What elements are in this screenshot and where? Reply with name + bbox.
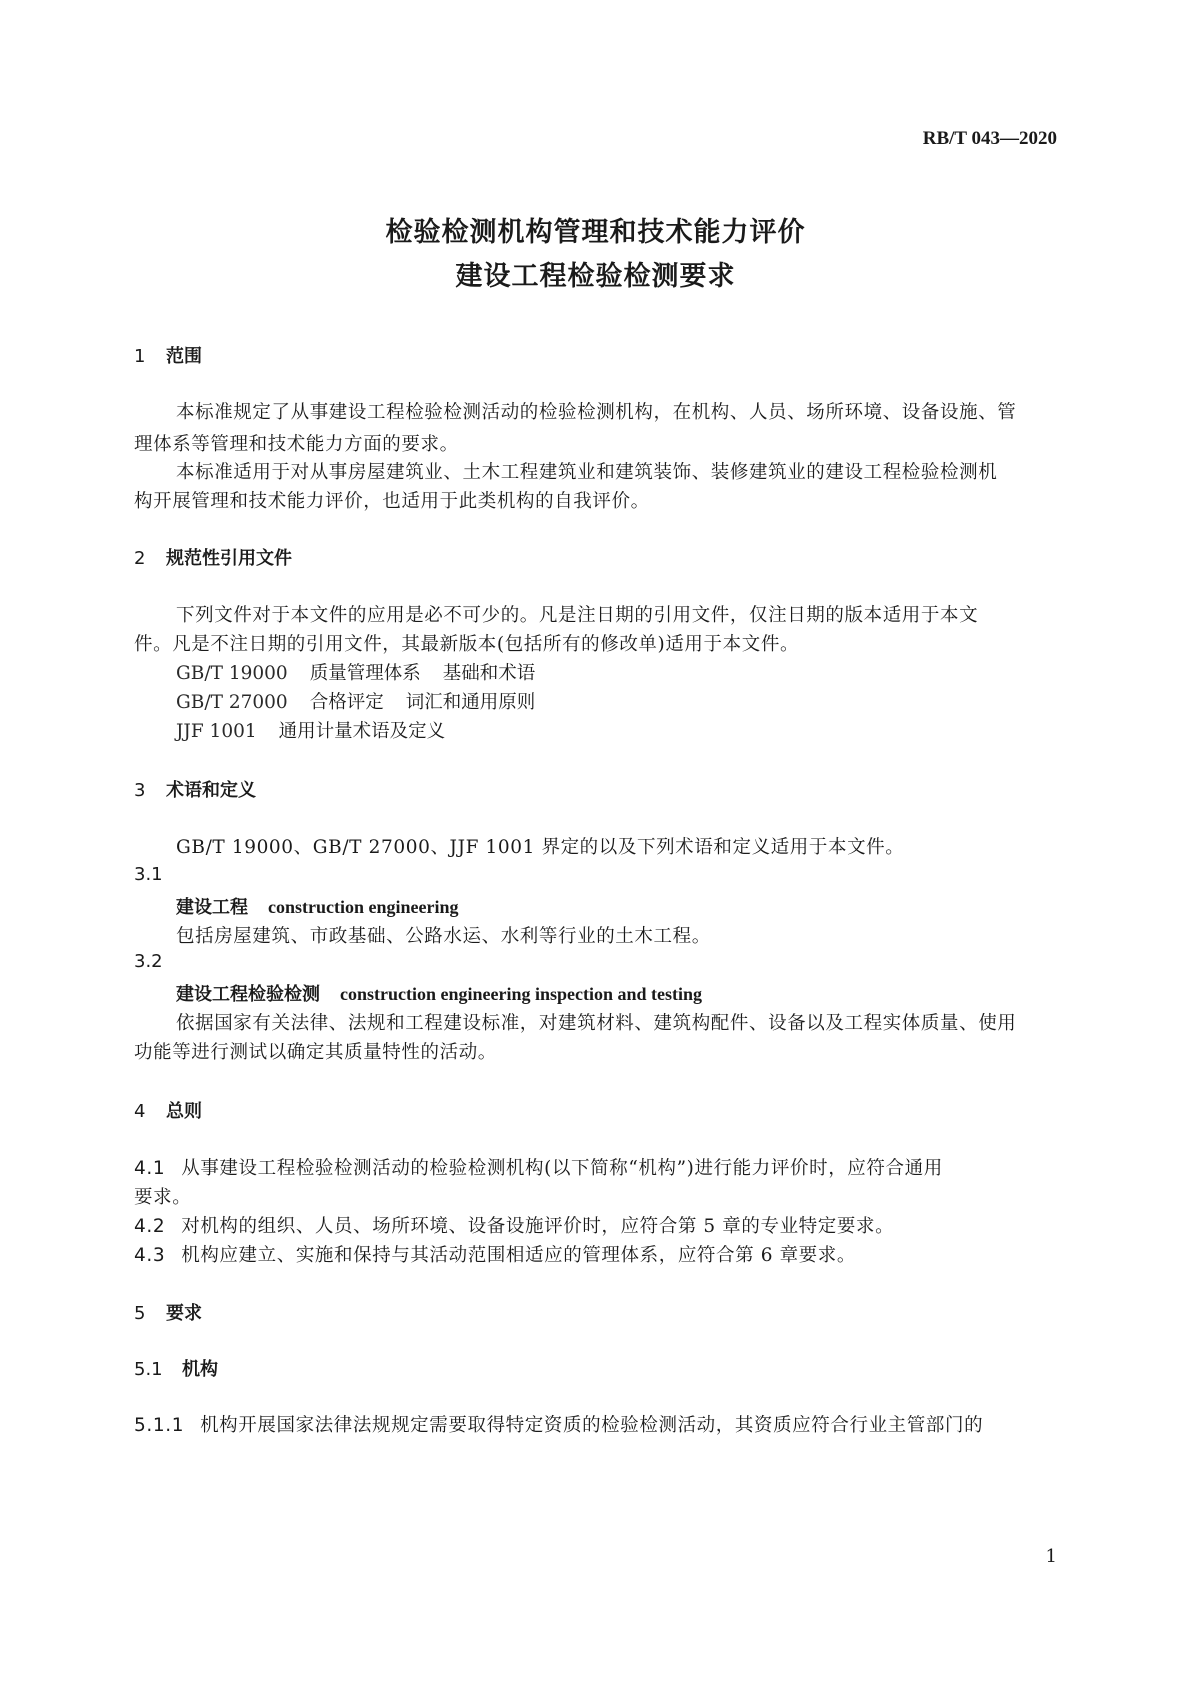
- section-heading-scope: [134, 342, 202, 368]
- scope-paragraph-1-line-2: 理体系等管理和技术能力方面的要求。: [134, 434, 459, 455]
- scope-paragraph-2-line-1: 本标准适用于对从事房屋建筑业、土木工程建筑业和建筑装饰、装修建筑业的建设工程检验检测机: [176, 462, 998, 483]
- clause-text: 从事建设工程检验检测活动的检验检测机构(以下简称“机构”)进行能力评价时，应符合通用: [181, 1158, 943, 1179]
- clause-4-3: [134, 1241, 856, 1267]
- section-title: 机构: [182, 1359, 218, 1380]
- clause-5-1-1: [134, 1411, 983, 1437]
- reference-item: [176, 688, 535, 714]
- reference-title: 合格评定: [309, 692, 384, 713]
- section-heading-general: [134, 1097, 202, 1123]
- clause-number: 5.1.1: [134, 1415, 185, 1436]
- term-heading: [176, 980, 702, 1006]
- clause-text: 对机构的组织、人员、场所环境、设备设施评价时，应符合第 5 章的专业特定要求。: [181, 1216, 895, 1237]
- section-title: 范围: [166, 346, 202, 367]
- reference-code: GB/T 27000: [176, 692, 288, 713]
- clause-number: 4.3: [134, 1245, 166, 1266]
- term-definition: 包括房屋建筑、市政基础、公路水运、水利等行业的土木工程。: [176, 926, 711, 947]
- reference-code: GB/T 19000: [176, 663, 288, 684]
- reference-title: 质量管理体系: [309, 663, 421, 684]
- term-english: construction engineering: [268, 897, 459, 917]
- reference-subtitle: 词汇和通用原则: [405, 692, 536, 713]
- section-number: 2: [134, 548, 146, 569]
- term-chinese: 建设工程: [176, 897, 248, 918]
- term-english: construction engineering inspection and testing: [340, 984, 703, 1004]
- section-number: 4: [134, 1101, 146, 1122]
- section-number: 5: [134, 1303, 146, 1324]
- clause-4-1-line-2: 要求。: [134, 1187, 192, 1208]
- section-heading-requirements: [134, 1299, 202, 1325]
- section-number: 5.1: [134, 1359, 163, 1380]
- terms-intro: GB/T 19000、GB/T 27000、JJF 1001 界定的以及下列术语和定义适用于本文件。: [176, 837, 905, 858]
- term-chinese: 建设工程检验检测: [176, 984, 320, 1005]
- clause-number: 4.2: [134, 1216, 166, 1237]
- section-title: 规范性引用文件: [166, 548, 292, 569]
- section-heading-terms: [134, 776, 256, 802]
- scope-paragraph-1-line-1: 本标准规定了从事建设工程检验检测活动的检验检测机构，在机构、人员、场所环境、设备设施、管: [176, 402, 1017, 423]
- section-number: 3: [134, 780, 146, 801]
- clause-text: 机构开展国家法律法规规定需要取得特定资质的检验检测活动，其资质应符合行业主管部门的: [200, 1415, 984, 1436]
- term-definition-line-2: 功能等进行测试以确定其质量特性的活动。: [134, 1042, 497, 1063]
- term-heading: [176, 893, 459, 919]
- section-title: 要求: [166, 1303, 202, 1324]
- normative-paragraph-line-1: 下列文件对于本文件的应用是必不可少的。凡是注日期的引用文件，仅注日期的版本适用于本文: [176, 605, 979, 626]
- subsection-heading-organization: [134, 1355, 218, 1381]
- clause-text: 机构应建立、实施和保持与其活动范围相适应的管理体系，应符合第 6 章要求。: [181, 1245, 856, 1266]
- section-title: 术语和定义: [166, 780, 256, 801]
- clause-number: 4.1: [134, 1158, 166, 1179]
- reference-code: JJF 1001: [176, 721, 257, 742]
- term-number: 3.2: [134, 951, 163, 972]
- normative-paragraph-line-2: 件。凡是不注日期的引用文件，其最新版本(包括所有的修改单)适用于本文件。: [134, 634, 800, 655]
- section-title: 总则: [166, 1101, 202, 1122]
- section-heading-normative-references: [134, 544, 292, 570]
- clause-4-2: [134, 1212, 894, 1238]
- reference-item: [176, 659, 535, 685]
- reference-item: [176, 717, 467, 743]
- term-number: 3.1: [134, 864, 163, 885]
- document-title-line2: 建设工程检验检测要求: [455, 261, 736, 292]
- reference-title: 通用计量术语及定义: [278, 721, 446, 742]
- section-number: 1: [134, 346, 146, 367]
- standard-number: RB/T 043—2020: [922, 128, 1057, 149]
- reference-subtitle: 基础和术语: [442, 663, 536, 684]
- document-title-line1: 检验检测机构管理和技术能力评价: [385, 217, 806, 248]
- clause-4-1-line-1: [134, 1154, 943, 1180]
- term-definition-line-1: 依据国家有关法律、法规和工程建设标准，对建筑材料、建筑构配件、设备以及工程实体质量、使用: [176, 1013, 1017, 1034]
- scope-paragraph-2-line-2: 构开展管理和技术能力评价，也适用于此类机构的自我评价。: [134, 491, 650, 512]
- page-number: 1: [1045, 1546, 1057, 1567]
